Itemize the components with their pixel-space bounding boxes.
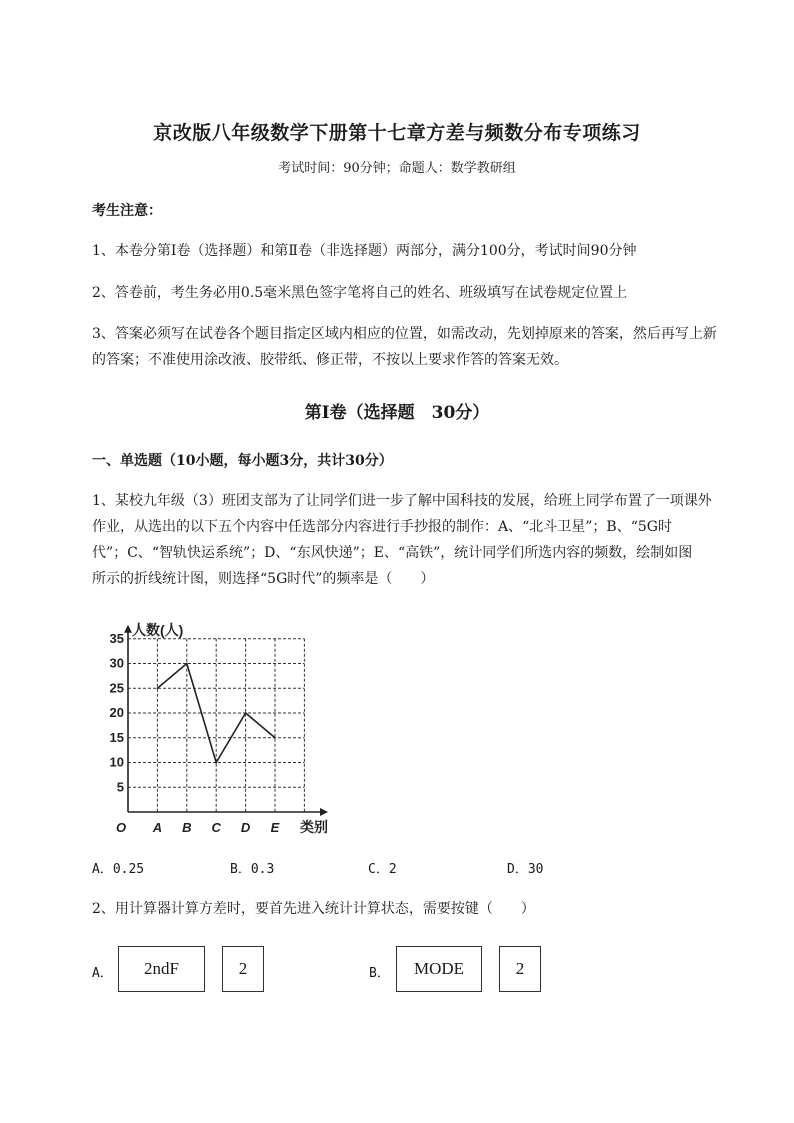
exam-subtitle: 考试时间：90分钟；命题人：数学教研组 xyxy=(278,161,516,176)
notice-heading: 考生注意： xyxy=(92,203,162,219)
line-chart xyxy=(110,612,350,837)
q1-option-b[interactable]: B．0.3 xyxy=(230,862,275,877)
x-tick-label: D xyxy=(240,820,251,835)
data-point xyxy=(274,737,276,739)
y-tick-label: 35 xyxy=(110,630,124,646)
y-tick-label: 20 xyxy=(110,705,124,720)
notice-item-3-line-2: 的答案；不准使用涂改液、胶带纸、修正带，不按以上要求作答的答案无效。 xyxy=(92,352,568,368)
q2-stem: 2、用计算器计算方差时，要首先进入统计计算状态，需要按键（ ） xyxy=(92,901,535,917)
key-2-b: 2 xyxy=(499,946,541,992)
part-title: 一、单选题（10小题，每小题3分，共计30分） xyxy=(92,453,393,469)
q1-line-1: 1、某校九年级（3）班团支部为了让同学们进一步了解中国科技的发展，给班上同学布置了一项课外 xyxy=(92,493,712,509)
key-2: 2 xyxy=(222,946,264,992)
notice-item-1: 1、本卷分第I卷（选择题）和第Ⅱ卷（非选择题）两部分，满分100分，考试时间90分钟 xyxy=(92,243,637,259)
key-mode: MODE xyxy=(396,946,482,992)
exam-title: 京改版八年级数学下册第十七章方差与频数分布专项练习 xyxy=(153,122,641,144)
data-point xyxy=(215,762,217,764)
section-title: 第I卷（选择题 30分） xyxy=(304,403,490,423)
data-point xyxy=(186,663,188,665)
y-axis-arrow xyxy=(124,625,132,633)
x-tick-label: B xyxy=(182,820,192,835)
x-axis-title: 类别 xyxy=(300,819,329,835)
y-tick-label: 15 xyxy=(110,729,124,745)
notice-item-3-line-1: 3、答案必须写在试卷各个题目指定区域内相应的位置，如需改动，先划掉原来的答案，然后再写上新 xyxy=(92,326,717,342)
q1-line-4: 所示的折线统计图，则选择“5G时代”的频率是（ ） xyxy=(92,571,435,587)
x-axis-arrow xyxy=(320,808,328,816)
q2-option-b-label[interactable]: B． xyxy=(369,966,390,981)
y-tick-label: 5 xyxy=(116,779,124,795)
data-point xyxy=(157,687,159,689)
y-tick-label: 10 xyxy=(110,754,124,770)
q1-option-a[interactable]: A．0.25 xyxy=(92,862,145,877)
data-point xyxy=(245,712,247,714)
key-2ndf: 2ndF xyxy=(118,946,205,992)
y-tick-label: 25 xyxy=(110,680,124,696)
y-axis-title: 人数(人) xyxy=(132,621,184,638)
notice-item-2: 2、答卷前，考生务必用0.5毫米黑色签字笔将自己的姓名、班级填写在试卷规定位置上 xyxy=(92,285,628,301)
origin-label: O xyxy=(116,820,127,835)
x-tick-label: A xyxy=(152,820,163,835)
q1-line-3: 代”；C、“智轨快运系统”；D、“东风快递”；E、“高铁”，统计同学们所选内容的频数，绘制如图 xyxy=(92,545,693,561)
x-tick-label: E xyxy=(270,820,280,835)
q2-option-a-label[interactable]: A． xyxy=(92,966,113,981)
q1-option-d[interactable]: D．30 xyxy=(507,862,544,877)
y-tick-label: 30 xyxy=(110,655,124,671)
q1-line-2: 作业，从选出的以下五个内容中任选部分内容进行手抄报的制作：A、“北斗卫星”；B、“5G时 xyxy=(92,519,672,535)
q1-option-c[interactable]: C．2 xyxy=(368,862,397,877)
x-tick-label: C xyxy=(211,820,221,835)
